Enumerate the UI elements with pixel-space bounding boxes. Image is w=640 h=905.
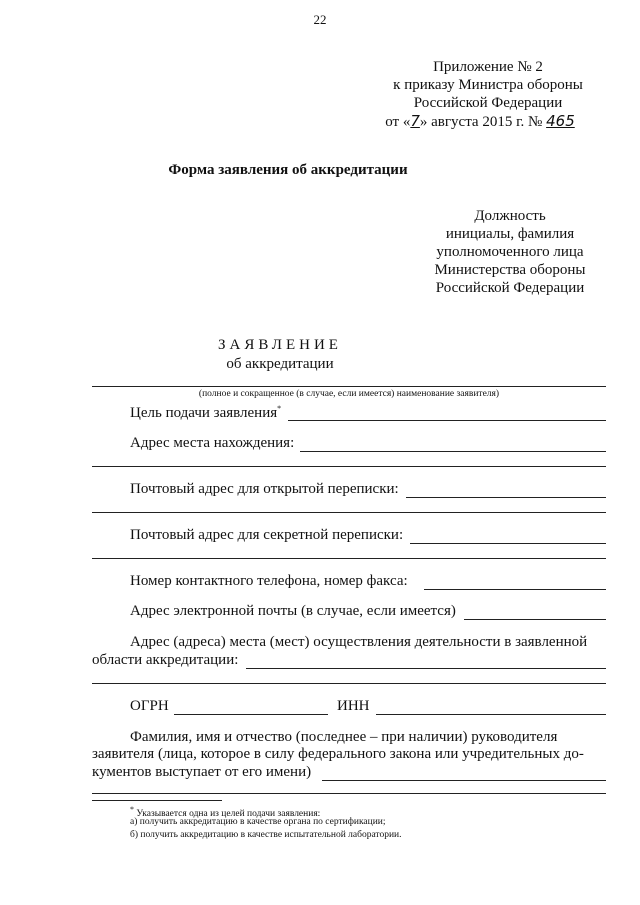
postal-open-label: Почтовый адрес для открытой переписки: — [130, 481, 399, 497]
postal-secret-line-2[interactable] — [92, 558, 606, 559]
footnote-separator — [92, 800, 222, 801]
activity-address-line-1: Адрес (адреса) места (мест) осуществления деятельности в заявленной — [130, 634, 588, 650]
head-name-line-1: Фамилия, имя и отчество (последнее – при наличии) руководителя — [130, 729, 558, 745]
ogrn-label: ОГРН — [130, 698, 169, 714]
date-prefix: от « — [385, 114, 411, 130]
inn-label: ИНН — [337, 698, 370, 714]
purpose-footnote-mark: * — [277, 404, 282, 413]
date-day: 7 — [410, 112, 420, 130]
page-number: 22 — [313, 12, 327, 27]
purpose-text: Цель подачи заявления — [130, 405, 278, 421]
postal-open-line-2[interactable] — [92, 512, 606, 513]
head-name-line-3: кументов выступает от его имени) — [92, 764, 312, 780]
postal-secret-line[interactable] — [410, 543, 606, 544]
footnote-text-1: Указывается одна из целей подачи заявления: — [134, 809, 321, 820]
recipient-line-1: Должность — [474, 208, 546, 224]
annex-line-1: Приложение № 2 — [433, 59, 543, 75]
annex-line-2: к приказу Министра обороны — [393, 77, 583, 93]
location-address-label: Адрес места нахождения: — [130, 435, 295, 451]
location-address-line-2[interactable] — [92, 466, 606, 467]
postal-open-line[interactable] — [406, 497, 606, 498]
form-title: Форма заявления об аккредитации — [168, 162, 408, 178]
head-name-input-line-2[interactable] — [92, 793, 606, 794]
activity-address-input-line-2[interactable] — [92, 683, 606, 684]
recipient-line-2: инициалы, фамилия — [445, 226, 575, 242]
statement-subtitle: об аккредитации — [226, 356, 334, 372]
purpose-label — [130, 404, 281, 422]
email-label: Адрес электронной почты (в случае, если имеется) — [130, 603, 456, 619]
statement-title: ЗАЯВЛЕНИЕ — [218, 337, 342, 353]
inn-line[interactable] — [376, 714, 606, 715]
head-name-line-2: заявителя (лица, которое в силу федерального закона или учредительных до- — [92, 746, 584, 762]
recipient-line-3: уполномоченного лица — [436, 244, 584, 260]
footnote-line-2: а) получить аккредитацию в качестве органа по сертификации; — [130, 817, 386, 827]
annex-date-line — [372, 112, 588, 131]
order-number: 465 — [546, 112, 575, 130]
recipient-line-4: Министерства обороны — [434, 262, 586, 278]
location-address-line[interactable] — [300, 451, 606, 452]
footnote-mark: * — [130, 805, 134, 814]
activity-address-line-2: области аккредитации: — [92, 652, 239, 668]
recipient-block — [420, 207, 600, 297]
phone-fax-line[interactable] — [424, 589, 606, 590]
ogrn-line[interactable] — [174, 714, 328, 715]
purpose-line[interactable] — [288, 420, 606, 421]
postal-secret-label: Почтовый адрес для секретной переписки: — [130, 527, 404, 543]
activity-address-input-line[interactable] — [246, 668, 606, 669]
head-name-input-line[interactable] — [322, 780, 606, 781]
footnote-line-3: б) получить аккредитацию в качестве испытательной лаборатории. — [130, 830, 402, 840]
date-mid: » августа 2015 г. № — [419, 114, 543, 130]
annex-line-3: Российской Федерации — [413, 95, 563, 111]
phone-fax-label: Номер контактного телефона, номер факса: — [130, 573, 408, 589]
applicant-caption: (полное и сокращенное (в случае, если имеется) наименование заявителя) — [198, 389, 500, 399]
email-line[interactable] — [464, 619, 606, 620]
recipient-line-5: Российской Федерации — [435, 280, 585, 296]
annex-block — [385, 58, 588, 131]
applicant-name-line — [92, 386, 606, 387]
